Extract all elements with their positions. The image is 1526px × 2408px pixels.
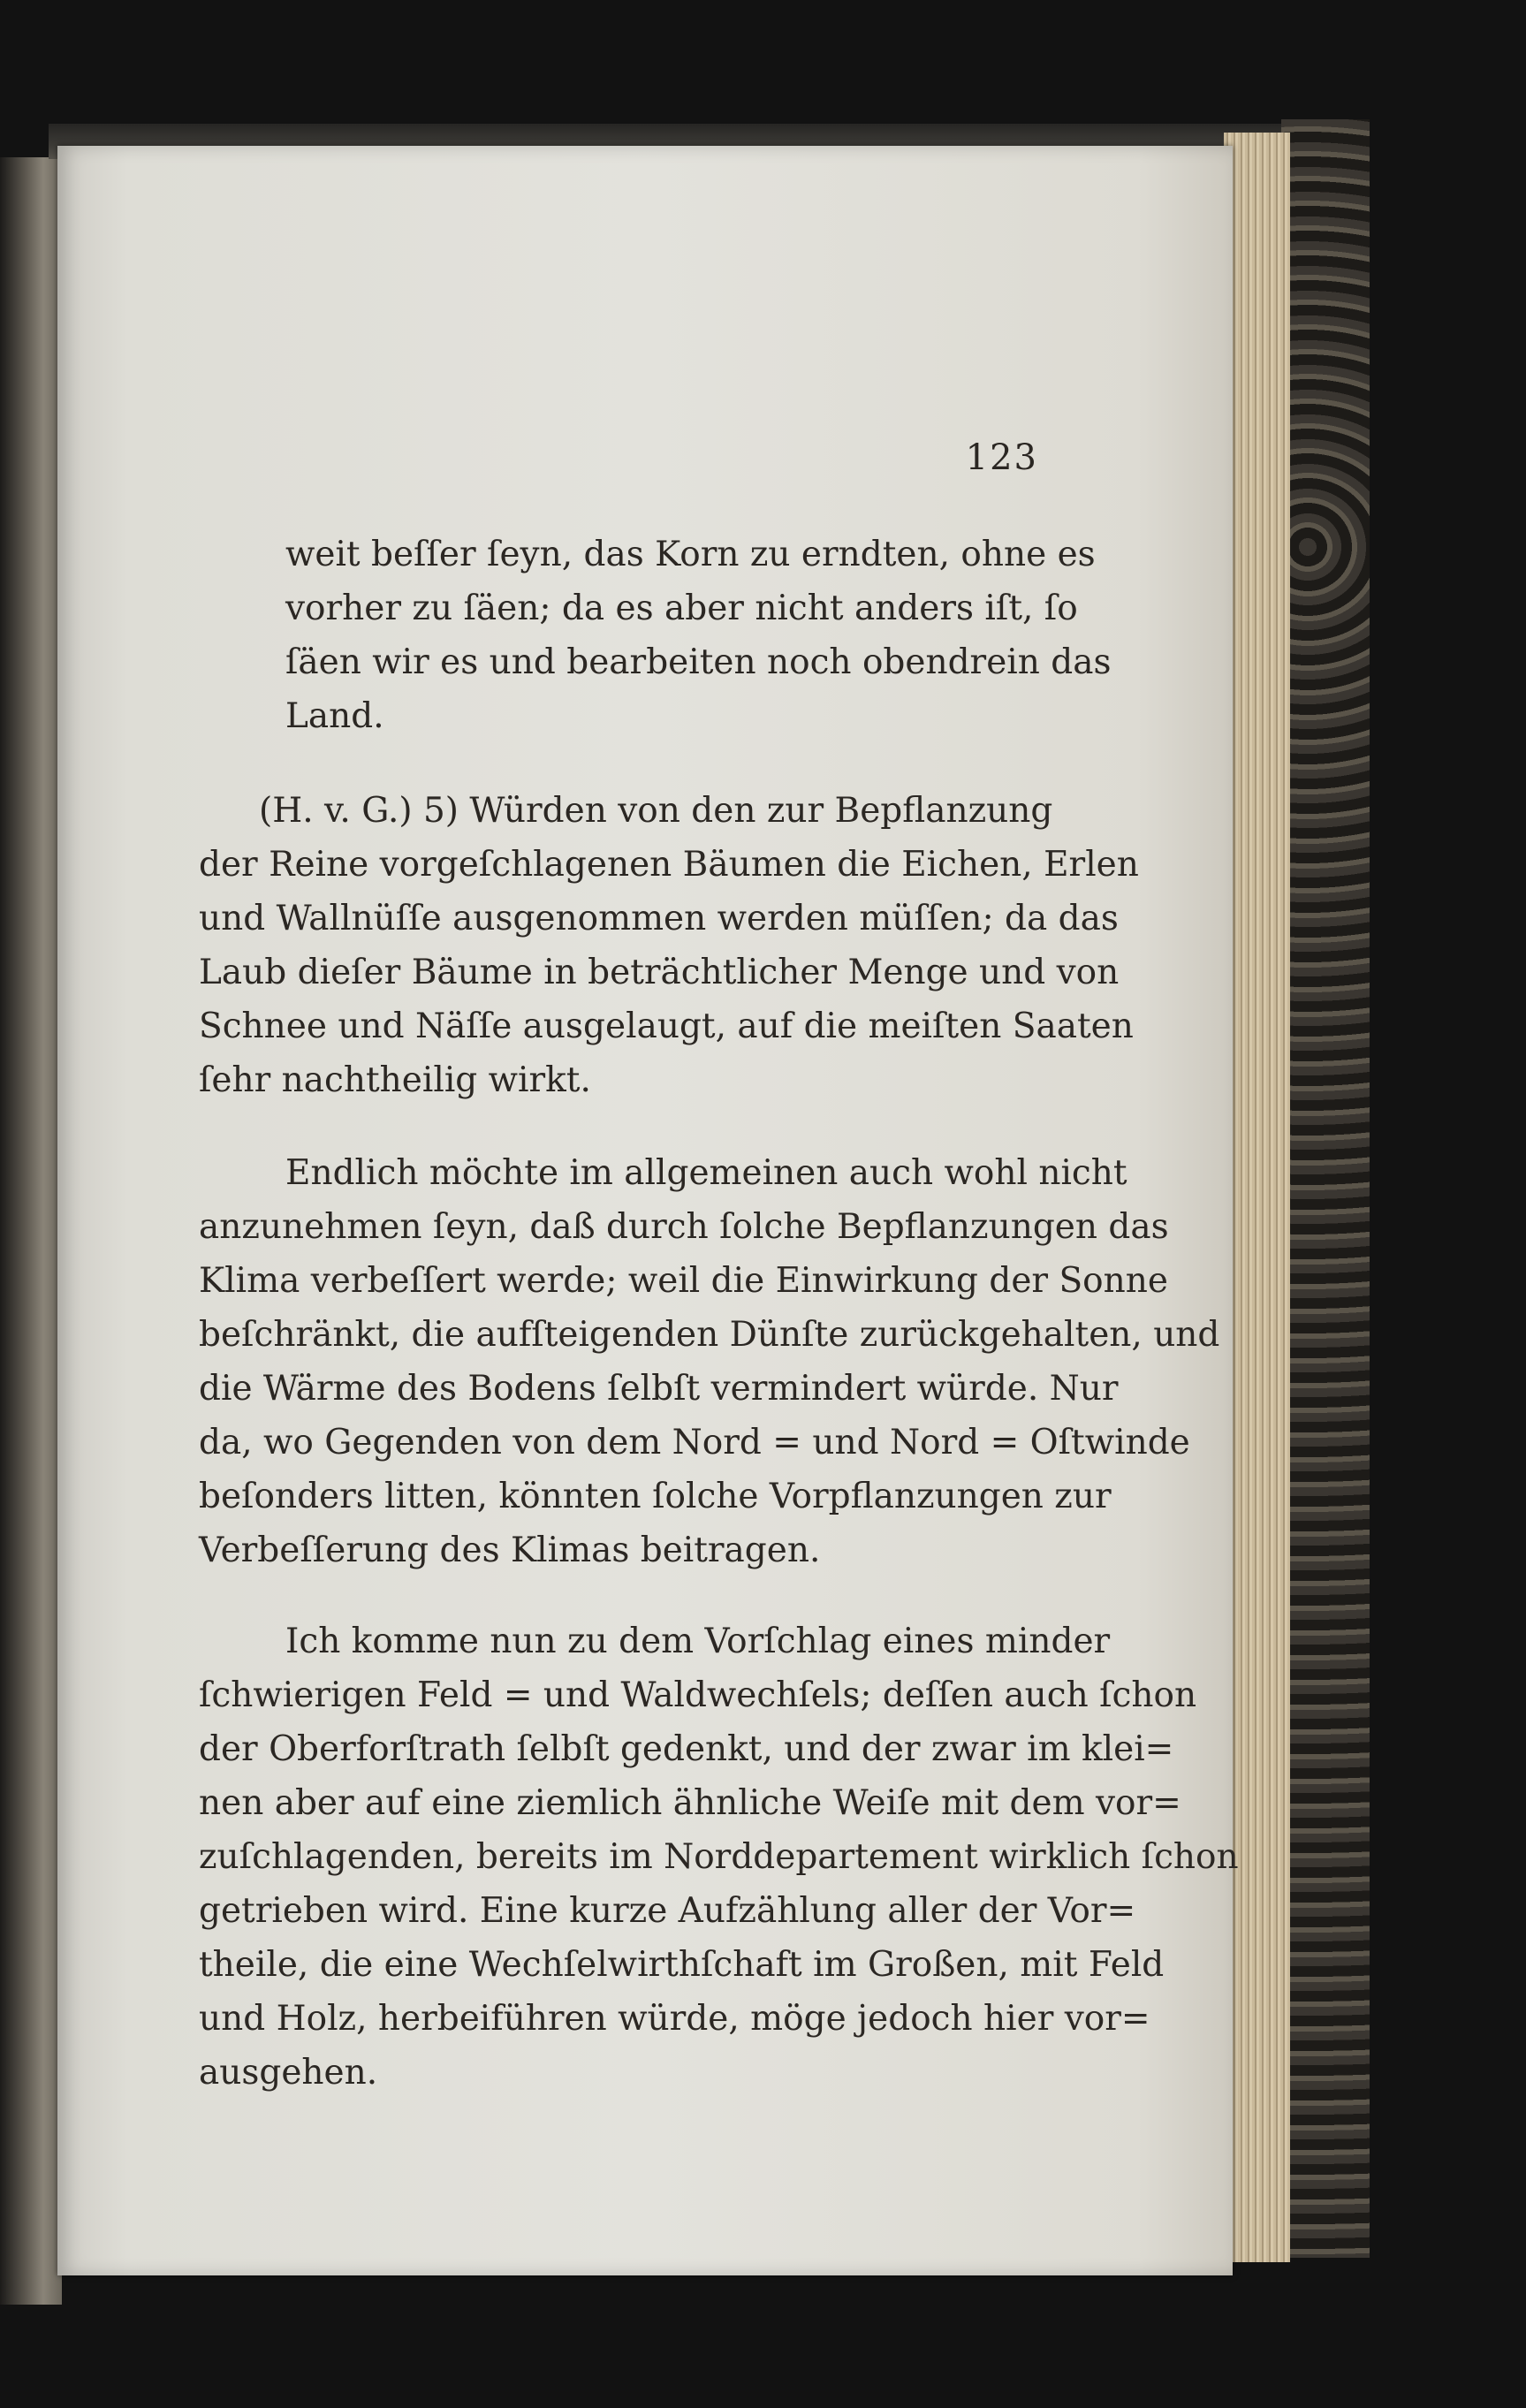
text-line: vorher zu ſäen; da es aber nicht anders iſt, ſo (285, 589, 1078, 628)
text-line: und Holz, herbeiführen würde, möge jedoch hier vor= (199, 1999, 1150, 2039)
text-line: und Wallnüſſe ausgenommen werden müſſen; da das (199, 899, 1119, 938)
text-line: Endlich möchte im allgemeinen auch wohl nicht (285, 1153, 1127, 1193)
paragraph-1 (285, 528, 1112, 743)
text-line: ſehr nachtheilig wirkt. (199, 1060, 591, 1100)
paragraph-2 (199, 784, 1139, 1107)
text-line: der Oberforſtrath ſelbſt gedenkt, und der zwar im klei= (199, 1729, 1174, 1769)
paragraph-3 (199, 1146, 1220, 1577)
text-line: Schnee und Näſſe ausgelaugt, auf die meiſten Saaten (199, 1006, 1134, 1046)
page-block-edge (1224, 133, 1290, 2262)
paragraph-4 (199, 1614, 1239, 2100)
text-line: Ich komme nun zu dem Vorſchlag eines minder (285, 1622, 1111, 1661)
marbled-book-cover (1281, 119, 1370, 2258)
text-line: ſäen wir es und bearbeiten noch obendrein das (285, 642, 1112, 682)
text-line: ſchwierigen Feld = und Waldwechſels; deſſen auch ſchon (199, 1675, 1197, 1715)
book-page (57, 146, 1239, 2275)
text-line: getrieben wird. Eine kurze Aufzählung aller der Vor= (199, 1891, 1136, 1931)
text-line: da, wo Gegenden von dem Nord = und Nord = Oſtwinde (199, 1423, 1190, 1462)
page-number: 123 (965, 437, 1038, 478)
text-line: Land. (285, 696, 384, 736)
text-line: theile, die eine Wechſelwirthſchaft im Großen, mit Feld (199, 1945, 1165, 1985)
text-line: nen aber auf eine ziemlich ähnliche Weiſe mit dem vor= (199, 1783, 1181, 1823)
text-line: Klima verbeſſert werde; weil die Einwirkung der Sonne (199, 1261, 1168, 1301)
text-line: Verbeſſerung des Klimas beitragen. (199, 1531, 821, 1570)
previous-page-edge (0, 157, 62, 2305)
text-line: beſonders litten, könnten ſolche Vorpflanzungen zur (199, 1477, 1112, 1516)
text-line: (H. v. G.) 5) Würden von den zur Bepflanzung (259, 791, 1053, 831)
text-line: zuſchlagenden, bereits im Norddepartement wirklich ſchon (199, 1837, 1239, 1877)
text-line: weit beſſer ſeyn, das Korn zu erndten, ohne es (285, 535, 1096, 574)
text-line: Laub dieſer Bäume in beträchtlicher Menge und von (199, 953, 1120, 992)
text-line: beſchränkt, die aufſteigenden Dünſte zurückgehalten, und (199, 1315, 1220, 1355)
text-line: anzunehmen ſeyn, daß durch ſolche Bepflanzungen das (199, 1207, 1169, 1247)
text-line: der Reine vorgeſchlagenen Bäumen die Eichen, Erlen (199, 845, 1139, 885)
text-line: ausgehen. (199, 2053, 378, 2093)
text-line: die Wärme des Bodens ſelbſt vermindert würde. Nur (199, 1369, 1119, 1409)
